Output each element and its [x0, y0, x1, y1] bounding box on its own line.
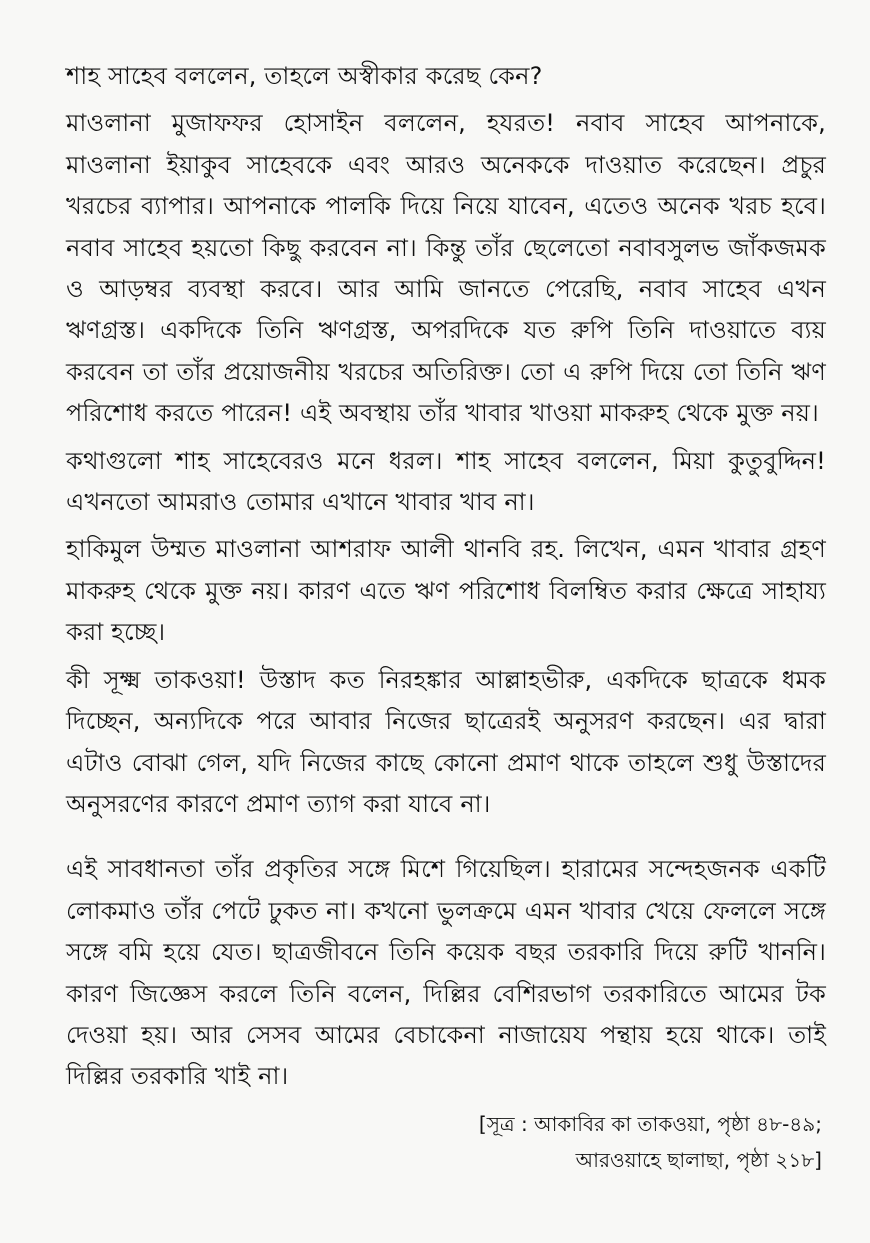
paragraph-1: শাহ সাহেব বললেন, তাহলে অস্বীকার করেছ কেন? — [66, 62, 543, 90]
source-citation — [66, 1106, 826, 1178]
paragraph-6: এই সাবধানতা তাঁর প্রকৃতির সঙ্গে মিশে গিয়েছিল। হারামের সন্দেহজনক একটি লোকমাও তাঁর পেটে ঢুকত না। কখনো ভুলক্রমে এমন খাবার খেয়ে ফেললে সঙ্গে সঙ্গে বমি হয়ে যেত। ছাত্রজীবনে তিনি কয়েক বছর তরকারি দিয়ে রুটি খাননি। কারণ জিজ্ঞেস করলে তিনি বলেন, দিল্লির বেশিরভাগ তরকারিতে আমের টক দেওয়া হয়। আর সেসব আমের বেচাকেনা নাজায়েয পন্থায় হয়ে থাকে। তাই দিল্লির তরকারি খাই না। — [66, 855, 826, 1091]
page-body — [66, 56, 826, 1178]
paragraph-5: কী সূক্ষ্ম তাকওয়া! উস্তাদ কত নিরহঙ্কার আল্লাহভীরু, একদিকে ছাত্রকে ধমক দিচ্ছেন, অন্যদিকে পরে আবার নিজের ছাত্রেরই অনুসরণ করছেন। এর দ্বারা এটাও বোঝা গেল, যদি নিজের কাছে কোনো প্রমাণ থাকে তাহলে শুধু উস্তাদের অনুসরণের কারণে প্রমাণ ত্যাগ করা যাবে না। — [66, 665, 826, 818]
paragraph-2: মাওলানা মুজাফফর হোসাইন বললেন, হযরত! নবাব সাহেব আপনাকে, মাওলানা ইয়াকুব সাহেবকে এবং আরও অনেককে দাওয়াত করেছেন। প্রচুর খরচের ব্যাপার। আপনাকে পালকি দিয়ে নিয়ে যাবেন, এতেও অনেক খরচ হবে। নবাব সাহেব হয়তো কিছু করবেন না। কিন্তু তাঁর ছেলেতো নবাবসুলভ জাঁকজমক ও আড়ম্বর ব্যবস্থা করবে। আর আমি জানতে পেরেছি, নবাব সাহেব এখন ঋণগ্রস্ত। একদিকে তিনি ঋণগ্রস্ত, অপরদিকে যত রুপি তিনি দাওয়াতে ব্যয় করবেন তা তাঁর প্রয়োজনীয় খরচের অতিরিক্ত। তো এ রুপি দিয়ে তো তিনি ঋণ পরিশোধ করতে পারেন! এই অবস্থায় তাঁর খাবার খাওয়া মাকরুহ থেকে মুক্ত নয়। — [66, 109, 826, 428]
source-line-1: [সূত্র : আকাবির কা তাকওয়া, পৃষ্ঠা ৪৮-৪৯; — [478, 1111, 822, 1136]
paragraph-4: হাকিমুল উম্মত মাওলানা আশরাফ আলী থানবি রহ. লিখেন, এমন খাবার গ্রহণ মাকরুহ থেকে মুক্ত নয়। কারণ এতে ঋণ পরিশোধ বিলম্বিত করার ক্ষেত্রে সাহায্য করা হচ্ছে। — [66, 535, 826, 647]
source-line-2: আরওয়াহে ছালাছা, পৃষ্ঠা ২১৮] — [575, 1147, 822, 1172]
paragraph-3: কথাগুলো শাহ সাহেবেরও মনে ধরল। শাহ সাহেব বললেন, মিয়া কুতুবুদ্দিন! এখনতো আমরাও তোমার এখানে খাবার খাব না। — [66, 446, 826, 517]
